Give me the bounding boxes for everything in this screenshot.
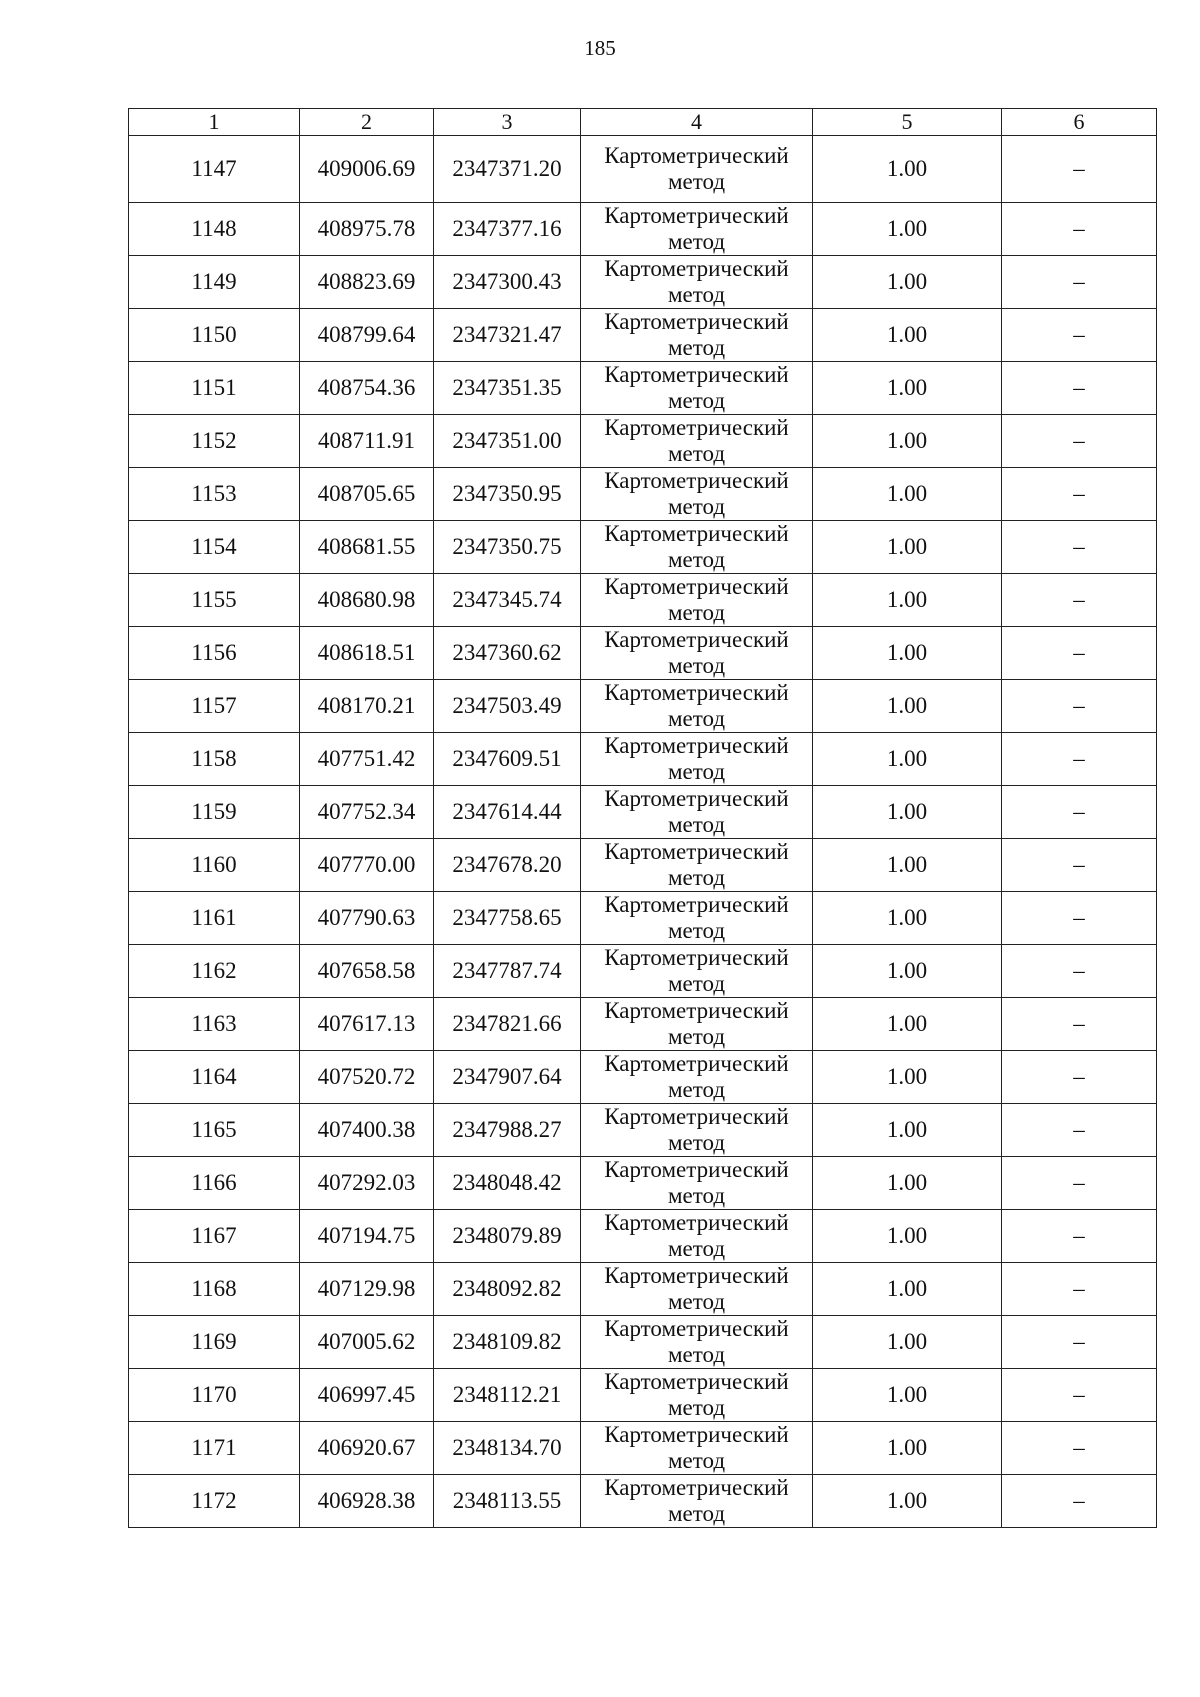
- note-cell: –: [1002, 733, 1157, 786]
- method-text-line1: Картометрический: [604, 256, 789, 281]
- note-cell: –: [1002, 203, 1157, 256]
- point-number-cell: 1164: [129, 1051, 300, 1104]
- accuracy-cell: 1.00: [813, 892, 1002, 945]
- x-coordinate-cell: 408975.78: [300, 203, 434, 256]
- x-coordinate-cell: 406920.67: [300, 1422, 434, 1475]
- table-row: [129, 1475, 1157, 1528]
- method-text-line2: метод: [667, 1448, 726, 1473]
- y-coordinate-cell: 2347787.74: [434, 945, 581, 998]
- method-cell: [581, 945, 813, 998]
- note-cell: –: [1002, 1210, 1157, 1263]
- method-text-line2: метод: [667, 1130, 726, 1155]
- point-number-cell: 1163: [129, 998, 300, 1051]
- method-cell: [581, 256, 813, 309]
- point-number-cell: 1149: [129, 256, 300, 309]
- method-text-line1: Картометрический: [604, 574, 789, 599]
- point-number-cell: 1169: [129, 1316, 300, 1369]
- y-coordinate-cell: 2348048.42: [434, 1157, 581, 1210]
- method-text-line1: Картометрический: [604, 627, 789, 652]
- method-text-line1: Картометрический: [604, 309, 789, 334]
- point-number-cell: 1172: [129, 1475, 300, 1528]
- x-coordinate-cell: 409006.69: [300, 136, 434, 203]
- x-coordinate-cell: 408680.98: [300, 574, 434, 627]
- point-number-cell: 1153: [129, 468, 300, 521]
- y-coordinate-cell: 2347988.27: [434, 1104, 581, 1157]
- note-cell: –: [1002, 998, 1157, 1051]
- x-coordinate-cell: 407658.58: [300, 945, 434, 998]
- y-coordinate-cell: 2347351.35: [434, 362, 581, 415]
- x-coordinate-cell: 406997.45: [300, 1369, 434, 1422]
- point-number-cell: 1161: [129, 892, 300, 945]
- x-coordinate-cell: 407194.75: [300, 1210, 434, 1263]
- column-header-1: 1: [129, 109, 300, 136]
- method-text-line2: метод: [667, 282, 726, 307]
- y-coordinate-cell: 2347350.95: [434, 468, 581, 521]
- table-row: [129, 521, 1157, 574]
- method-cell: [581, 627, 813, 680]
- method-text-line1: Картометрический: [604, 680, 789, 705]
- accuracy-cell: 1.00: [813, 521, 1002, 574]
- method-text-line2: метод: [667, 812, 726, 837]
- method-text-line1: Картометрический: [604, 203, 789, 228]
- method-text-line1: Картометрический: [604, 1104, 789, 1129]
- table-row: [129, 256, 1157, 309]
- point-number-cell: 1160: [129, 839, 300, 892]
- table-row: [129, 309, 1157, 362]
- method-text-line2: метод: [667, 1024, 726, 1049]
- column-header-6: 6: [1002, 109, 1157, 136]
- table-row: [129, 1104, 1157, 1157]
- method-text-line1: Картометрический: [604, 521, 789, 546]
- method-cell: [581, 839, 813, 892]
- method-cell: [581, 1104, 813, 1157]
- y-coordinate-cell: 2348113.55: [434, 1475, 581, 1528]
- accuracy-cell: 1.00: [813, 839, 1002, 892]
- method-cell: [581, 1422, 813, 1475]
- y-coordinate-cell: 2348079.89: [434, 1210, 581, 1263]
- point-number-cell: 1167: [129, 1210, 300, 1263]
- point-number-cell: 1166: [129, 1157, 300, 1210]
- column-header-2: 2: [300, 109, 434, 136]
- table-row: [129, 1369, 1157, 1422]
- accuracy-cell: 1.00: [813, 468, 1002, 521]
- y-coordinate-cell: 2347360.62: [434, 627, 581, 680]
- note-cell: –: [1002, 1316, 1157, 1369]
- x-coordinate-cell: 407770.00: [300, 839, 434, 892]
- method-text-line1: Картометрический: [604, 1051, 789, 1076]
- accuracy-cell: 1.00: [813, 786, 1002, 839]
- method-text-line1: Картометрический: [604, 1422, 789, 1447]
- x-coordinate-cell: 407790.63: [300, 892, 434, 945]
- method-text-line2: метод: [667, 918, 726, 943]
- accuracy-cell: 1.00: [813, 1104, 1002, 1157]
- method-text-line2: метод: [667, 547, 726, 572]
- x-coordinate-cell: 407752.34: [300, 786, 434, 839]
- y-coordinate-cell: 2348134.70: [434, 1422, 581, 1475]
- table-row: [129, 945, 1157, 998]
- note-cell: –: [1002, 1157, 1157, 1210]
- method-text-line1: Картометрический: [604, 1369, 789, 1394]
- table-row: [129, 1263, 1157, 1316]
- method-text-line2: метод: [667, 706, 726, 731]
- x-coordinate-cell: 407292.03: [300, 1157, 434, 1210]
- table-row: [129, 203, 1157, 256]
- y-coordinate-cell: 2347350.75: [434, 521, 581, 574]
- accuracy-cell: 1.00: [813, 1369, 1002, 1422]
- point-number-cell: 1168: [129, 1263, 300, 1316]
- method-cell: [581, 362, 813, 415]
- table-row: [129, 1422, 1157, 1475]
- point-number-cell: 1171: [129, 1422, 300, 1475]
- method-text-line2: метод: [667, 1183, 726, 1208]
- note-cell: –: [1002, 1104, 1157, 1157]
- accuracy-cell: 1.00: [813, 1422, 1002, 1475]
- x-coordinate-cell: 408754.36: [300, 362, 434, 415]
- y-coordinate-cell: 2347821.66: [434, 998, 581, 1051]
- x-coordinate-cell: 407617.13: [300, 998, 434, 1051]
- accuracy-cell: 1.00: [813, 1210, 1002, 1263]
- accuracy-cell: 1.00: [813, 1157, 1002, 1210]
- method-text-line2: метод: [667, 1395, 726, 1420]
- method-cell: [581, 1263, 813, 1316]
- method-cell: [581, 1369, 813, 1422]
- note-cell: –: [1002, 1051, 1157, 1104]
- method-cell: [581, 1051, 813, 1104]
- y-coordinate-cell: 2347609.51: [434, 733, 581, 786]
- y-coordinate-cell: 2347503.49: [434, 680, 581, 733]
- table-row: [129, 786, 1157, 839]
- point-number-cell: 1148: [129, 203, 300, 256]
- point-number-cell: 1154: [129, 521, 300, 574]
- point-number-cell: 1165: [129, 1104, 300, 1157]
- point-number-cell: 1158: [129, 733, 300, 786]
- note-cell: –: [1002, 786, 1157, 839]
- method-text-line1: Картометрический: [604, 733, 789, 758]
- table-row: [129, 415, 1157, 468]
- method-text-line2: метод: [667, 388, 726, 413]
- note-cell: –: [1002, 362, 1157, 415]
- method-cell: [581, 136, 813, 203]
- method-text-line2: метод: [667, 169, 726, 194]
- method-text-line1: Картометрический: [604, 1316, 789, 1341]
- y-coordinate-cell: 2347300.43: [434, 256, 581, 309]
- note-cell: –: [1002, 136, 1157, 203]
- point-number-cell: 1152: [129, 415, 300, 468]
- method-text-line2: метод: [667, 1289, 726, 1314]
- y-coordinate-cell: 2347371.20: [434, 136, 581, 203]
- accuracy-cell: 1.00: [813, 362, 1002, 415]
- method-text-line1: Картометрический: [604, 945, 789, 970]
- method-cell: [581, 998, 813, 1051]
- method-text-line2: метод: [667, 759, 726, 784]
- table-row: [129, 362, 1157, 415]
- x-coordinate-cell: 407005.62: [300, 1316, 434, 1369]
- method-text-line2: метод: [667, 335, 726, 360]
- note-cell: –: [1002, 1422, 1157, 1475]
- method-text-line1: Картометрический: [604, 362, 789, 387]
- accuracy-cell: 1.00: [813, 1316, 1002, 1369]
- table-row: [129, 892, 1157, 945]
- x-coordinate-cell: 407520.72: [300, 1051, 434, 1104]
- method-text-line1: Картометрический: [604, 468, 789, 493]
- point-number-cell: 1150: [129, 309, 300, 362]
- method-text-line2: метод: [667, 600, 726, 625]
- accuracy-cell: 1.00: [813, 203, 1002, 256]
- table-row: [129, 839, 1157, 892]
- y-coordinate-cell: 2347345.74: [434, 574, 581, 627]
- accuracy-cell: 1.00: [813, 627, 1002, 680]
- table-body: [129, 136, 1157, 1528]
- accuracy-cell: 1.00: [813, 945, 1002, 998]
- method-text-line1: Картометрический: [604, 415, 789, 440]
- table-row: [129, 1316, 1157, 1369]
- method-text-line2: метод: [667, 1077, 726, 1102]
- y-coordinate-cell: 2348112.21: [434, 1369, 581, 1422]
- point-number-cell: 1147: [129, 136, 300, 203]
- x-coordinate-cell: 406928.38: [300, 1475, 434, 1528]
- accuracy-cell: 1.00: [813, 680, 1002, 733]
- table-row: [129, 733, 1157, 786]
- point-number-cell: 1162: [129, 945, 300, 998]
- method-text-line1: Картометрический: [604, 1475, 789, 1500]
- x-coordinate-cell: 407751.42: [300, 733, 434, 786]
- column-header-4: 4: [581, 109, 813, 136]
- accuracy-cell: 1.00: [813, 136, 1002, 203]
- method-text-line2: метод: [667, 1342, 726, 1367]
- table-row: [129, 574, 1157, 627]
- method-cell: [581, 203, 813, 256]
- y-coordinate-cell: 2348109.82: [434, 1316, 581, 1369]
- accuracy-cell: 1.00: [813, 733, 1002, 786]
- method-cell: [581, 1316, 813, 1369]
- point-number-cell: 1159: [129, 786, 300, 839]
- table-row: [129, 998, 1157, 1051]
- method-text-line2: метод: [667, 653, 726, 678]
- y-coordinate-cell: 2347614.44: [434, 786, 581, 839]
- accuracy-cell: 1.00: [813, 1475, 1002, 1528]
- note-cell: –: [1002, 627, 1157, 680]
- x-coordinate-cell: 408618.51: [300, 627, 434, 680]
- note-cell: –: [1002, 256, 1157, 309]
- method-cell: [581, 468, 813, 521]
- column-header-3: 3: [434, 109, 581, 136]
- method-cell: [581, 415, 813, 468]
- page-number: 185: [584, 36, 616, 60]
- point-number-cell: 1157: [129, 680, 300, 733]
- note-cell: –: [1002, 1263, 1157, 1316]
- accuracy-cell: 1.00: [813, 309, 1002, 362]
- x-coordinate-cell: 408799.64: [300, 309, 434, 362]
- method-cell: [581, 309, 813, 362]
- note-cell: –: [1002, 1475, 1157, 1528]
- y-coordinate-cell: 2347907.64: [434, 1051, 581, 1104]
- x-coordinate-cell: 408823.69: [300, 256, 434, 309]
- note-cell: –: [1002, 309, 1157, 362]
- method-text-line2: метод: [667, 441, 726, 466]
- accuracy-cell: 1.00: [813, 998, 1002, 1051]
- x-coordinate-cell: 408711.91: [300, 415, 434, 468]
- column-header-5: 5: [813, 109, 1002, 136]
- table-row: [129, 627, 1157, 680]
- method-text-line1: Картометрический: [604, 892, 789, 917]
- note-cell: –: [1002, 945, 1157, 998]
- note-cell: –: [1002, 680, 1157, 733]
- method-cell: [581, 521, 813, 574]
- method-text-line2: метод: [667, 1236, 726, 1261]
- y-coordinate-cell: 2347351.00: [434, 415, 581, 468]
- x-coordinate-cell: 408170.21: [300, 680, 434, 733]
- table-row: [129, 1157, 1157, 1210]
- note-cell: –: [1002, 521, 1157, 574]
- table-row: [129, 1051, 1157, 1104]
- point-number-cell: 1151: [129, 362, 300, 415]
- method-text-line1: Картометрический: [604, 1210, 789, 1235]
- note-cell: –: [1002, 1369, 1157, 1422]
- y-coordinate-cell: 2347678.20: [434, 839, 581, 892]
- x-coordinate-cell: 407400.38: [300, 1104, 434, 1157]
- note-cell: –: [1002, 839, 1157, 892]
- x-coordinate-cell: 408705.65: [300, 468, 434, 521]
- method-text-line2: метод: [667, 229, 726, 254]
- y-coordinate-cell: 2348092.82: [434, 1263, 581, 1316]
- accuracy-cell: 1.00: [813, 1263, 1002, 1316]
- method-cell: [581, 786, 813, 839]
- method-text-line1: Картометрический: [604, 786, 789, 811]
- method-cell: [581, 574, 813, 627]
- note-cell: –: [1002, 892, 1157, 945]
- method-cell: [581, 892, 813, 945]
- method-text-line2: метод: [667, 1501, 726, 1526]
- method-cell: [581, 680, 813, 733]
- y-coordinate-cell: 2347758.65: [434, 892, 581, 945]
- table-row: [129, 136, 1157, 203]
- table-row: [129, 680, 1157, 733]
- point-number-cell: 1155: [129, 574, 300, 627]
- point-number-cell: 1170: [129, 1369, 300, 1422]
- method-cell: [581, 1157, 813, 1210]
- accuracy-cell: 1.00: [813, 574, 1002, 627]
- table-row: [129, 468, 1157, 521]
- y-coordinate-cell: 2347377.16: [434, 203, 581, 256]
- accuracy-cell: 1.00: [813, 256, 1002, 309]
- method-text-line2: метод: [667, 971, 726, 996]
- method-text-line1: Картометрический: [604, 143, 789, 168]
- accuracy-cell: 1.00: [813, 415, 1002, 468]
- method-text-line1: Картометрический: [604, 998, 789, 1023]
- y-coordinate-cell: 2347321.47: [434, 309, 581, 362]
- coordinates-table: [128, 108, 1157, 1528]
- method-cell: [581, 733, 813, 786]
- method-text-line1: Картометрический: [604, 1157, 789, 1182]
- method-text-line2: метод: [667, 494, 726, 519]
- method-text-line1: Картометрический: [604, 839, 789, 864]
- note-cell: –: [1002, 468, 1157, 521]
- note-cell: –: [1002, 415, 1157, 468]
- method-cell: [581, 1475, 813, 1528]
- accuracy-cell: 1.00: [813, 1051, 1002, 1104]
- table-header-row: [129, 109, 1157, 136]
- note-cell: –: [1002, 574, 1157, 627]
- method-text-line1: Картометрический: [604, 1263, 789, 1288]
- table-row: [129, 1210, 1157, 1263]
- method-cell: [581, 1210, 813, 1263]
- x-coordinate-cell: 407129.98: [300, 1263, 434, 1316]
- method-text-line2: метод: [667, 865, 726, 890]
- point-number-cell: 1156: [129, 627, 300, 680]
- x-coordinate-cell: 408681.55: [300, 521, 434, 574]
